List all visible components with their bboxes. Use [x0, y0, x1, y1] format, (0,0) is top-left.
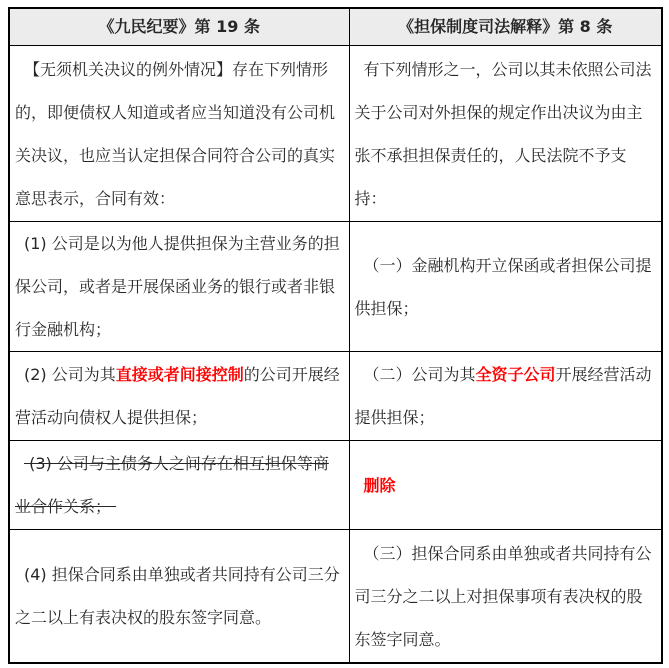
legal-comparison-table: [8, 7, 663, 664]
cell-item2-right: [349, 352, 662, 441]
item2-left-highlighted-text: 直接或者间接控制: [115, 365, 244, 384]
cell-item1-right: （一）金融机构开立保函或者担保公司提供担保；: [349, 222, 662, 352]
strikethrough-text: (3) 公司与主债务人之间存在相互担保等商业合作关系；: [15, 454, 329, 516]
header-jiumin-jiyao-article19: 《九民纪要》第 19 条: [9, 8, 349, 46]
cell-item1-left: (1) 公司是以为他人提供担保为主营业务的担保公司，或者是开展保函业务的银行或者非银行金融机构；: [9, 222, 349, 352]
cell-item4-left: (4) 担保合同系由单独或者共同持有公司三分之二以上有表决权的股东签字同意。: [9, 530, 349, 664]
cell-intro-right: 有下列情形之一，公司以其未依照公司法关于公司对外担保的规定作出决议为由主张不承担担保责任的，人民法院不予支持：: [349, 46, 662, 222]
table-row-item2: [9, 352, 662, 441]
item2-left-text-post: 的公司开展经营活动向债权人提供担保；: [15, 365, 340, 427]
cell-item2-left: [9, 352, 349, 441]
table-row-item3-deleted: [9, 441, 662, 530]
cell-item3-left-strikethrough: [9, 441, 349, 530]
item2-right-text-pre: （二）公司为其: [363, 365, 476, 384]
table-row-item4: [9, 530, 662, 664]
table-row-item1: [9, 222, 662, 352]
cell-item4-right: （三）担保合同系由单独或者共同持有公司三分之二以上对担保事项有表决权的股东签字同意。: [349, 530, 662, 664]
cell-intro-left: 【无须机关决议的例外情况】存在下列情形的，即便债权人知道或者应当知道没有公司机关决议，也应当认定担保合同符合公司的真实意思表示，合同有效：: [9, 46, 349, 222]
deleted-label: 删除: [363, 475, 396, 495]
item2-left-text-pre: (2) 公司为其: [24, 365, 116, 384]
item2-right-highlighted-text: 全资子公司: [475, 365, 556, 384]
table-header-row: [9, 8, 662, 46]
header-danbao-interpretation-article8: 《担保制度司法解释》第 8 条: [349, 8, 662, 46]
item2-right-text-post: 开展经营活动提供担保；: [354, 365, 652, 427]
cell-item3-right-deleted: [349, 441, 662, 530]
table-row-intro: [9, 46, 662, 222]
